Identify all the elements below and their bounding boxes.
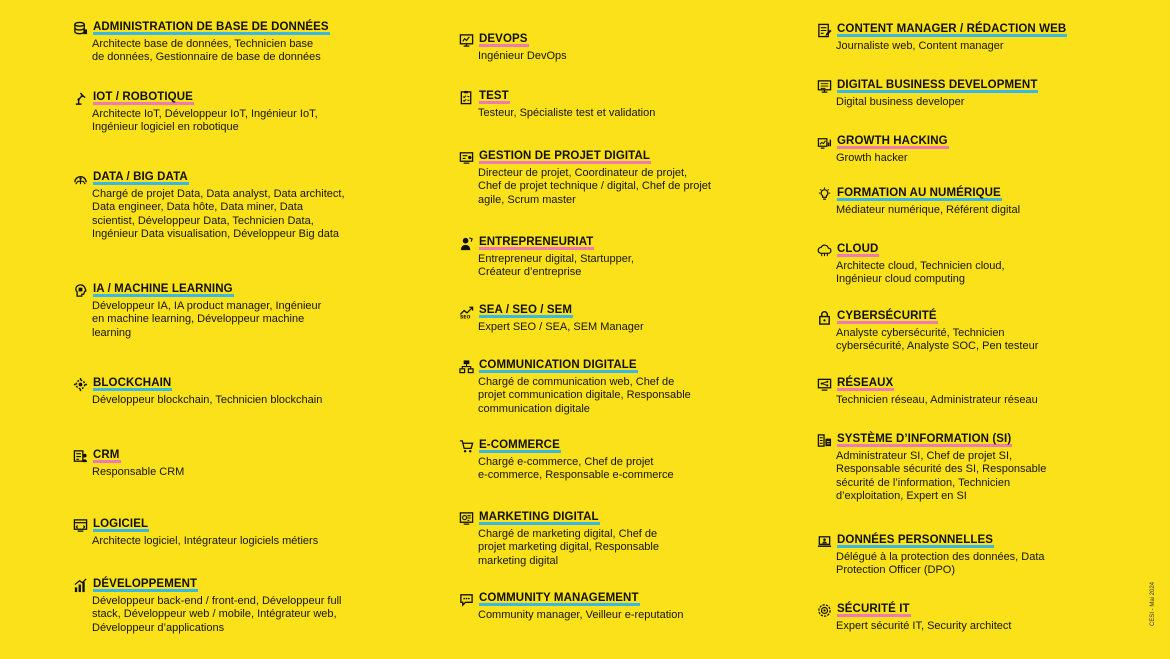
category-jobs: Chargé e-commerce, Chef de projet e-commerce, Responsable e-commerce	[478, 456, 674, 482]
category-title: CLOUD	[837, 243, 879, 255]
category-title: CYBERSÉCURITÉ	[837, 310, 937, 322]
category-crm	[71, 447, 184, 479]
personal-data-laptop-icon	[815, 533, 833, 549]
category-digital-marketing	[457, 509, 659, 568]
category-jobs: Analyste cybersécurité, Technicien cybersécurité, Analyste SOC, Pen testeur	[836, 327, 1039, 353]
category-title: COMMUNITY MANAGEMENT	[479, 592, 639, 604]
category-jobs: Administrateur SI, Chef de projet SI, Responsable sécurité des SI, Responsable sécurité de l’information, Technicien d’exploitation, Expert en SI	[836, 450, 1047, 503]
checklist-icon	[457, 89, 475, 105]
category-personal-data	[815, 532, 1045, 578]
category-digital-project-management	[457, 148, 711, 207]
category-digital-training	[815, 185, 1020, 217]
category-title: FORMATION AU NUMÉRIQUE	[837, 187, 1001, 199]
category-jobs: Chargé de marketing digital, Chef de projet marketing digital, Responsable marketing digital	[478, 528, 659, 567]
category-e-commerce	[457, 437, 674, 483]
database-icon	[71, 20, 89, 36]
category-jobs: Chargé de communication web, Chef de projet communication digitale, Responsable communication digitale	[478, 376, 691, 415]
category-information-system	[815, 431, 1046, 504]
category-title: ENTREPRENEURIAT	[479, 236, 594, 248]
category-sea-seo-sem	[457, 302, 644, 334]
category-title: DONNÉES PERSONNELLES	[837, 534, 993, 546]
marketing-screen-icon	[457, 510, 475, 526]
category-jobs: Journaliste web, Content manager	[836, 40, 1004, 52]
category-database-administration	[71, 19, 330, 65]
category-development	[71, 576, 341, 635]
category-title: DEVOPS	[479, 33, 528, 45]
category-title: SYSTÈME D’INFORMATION (SI)	[837, 433, 1012, 445]
seo-graph-icon	[457, 303, 475, 319]
category-jobs: Architecte IoT, Développeur IoT, Ingénieur IoT, Ingénieur logiciel en robotique	[92, 108, 318, 134]
category-jobs: Growth hacker	[836, 152, 908, 164]
category-title: TEST	[479, 90, 509, 102]
server-system-icon	[815, 432, 833, 448]
category-title: MARKETING DIGITAL	[479, 511, 599, 523]
category-title: GROWTH HACKING	[837, 135, 948, 147]
category-digital-business-development	[815, 77, 1038, 109]
network-screen-icon	[815, 376, 833, 392]
category-jobs: Architecte cloud, Technicien cloud, Ingénieur cloud computing	[836, 260, 1005, 286]
category-jobs: Expert sécurité IT, Security architect	[836, 620, 1012, 632]
category-title: IA / MACHINE LEARNING	[93, 283, 233, 295]
robot-arm-icon	[71, 90, 89, 106]
business-monitor-icon	[815, 78, 833, 94]
growth-chart-icon	[71, 577, 89, 593]
category-jobs: Responsable CRM	[92, 466, 185, 478]
category-content-manager	[815, 21, 1067, 53]
category-it-security	[815, 601, 1011, 633]
category-jobs: Développeur IA, IA product manager, Ingénieur en machine learning, Développeur machine learning	[92, 300, 322, 339]
category-software	[71, 516, 318, 548]
category-title: IOT / ROBOTIQUE	[93, 91, 193, 103]
category-jobs: Digital business developer	[836, 96, 965, 108]
svg-text:SEO: SEO	[459, 315, 470, 319]
category-title: SEA / SEO / SEM	[479, 304, 573, 316]
category-title: CONTENT MANAGER / RÉDACTION WEB	[837, 23, 1067, 35]
category-jobs: Community manager, Veilleur e-reputation	[478, 609, 684, 621]
category-jobs: Chargé de projet Data, Data analyst, Data architect, Data engineer, Data hôte, Data miner, Data scientist, Développeur Data, Technicien Data, Ingénieur Data visualisation, Développeur Big data	[92, 188, 345, 241]
category-growth-hacking	[815, 133, 949, 165]
network-brain-icon	[71, 170, 89, 186]
software-window-icon	[71, 517, 89, 533]
category-devops	[457, 31, 567, 63]
brain-chip-icon	[71, 282, 89, 298]
content-edit-icon	[815, 22, 833, 38]
footer-credit: CESI - Mai 2024	[1150, 581, 1156, 626]
category-test	[457, 88, 655, 120]
category-jobs: Technicien réseau, Administrateur réseau	[836, 394, 1038, 406]
padlock-icon	[815, 309, 833, 325]
chat-bubble-icon	[457, 591, 475, 607]
entrepreneur-person-icon	[457, 235, 475, 251]
category-data-big-data	[71, 169, 345, 242]
category-iot-robotics	[71, 89, 318, 135]
category-cloud	[815, 241, 1005, 287]
category-jobs: Expert SEO / SEA, SEM Manager	[478, 321, 644, 333]
cloud-icon	[815, 242, 833, 258]
category-title: LOGICIEL	[93, 518, 149, 530]
category-jobs: Ingénieur DevOps	[478, 50, 567, 62]
training-lightbulb-icon	[815, 186, 833, 202]
crm-users-icon	[71, 448, 89, 464]
category-blockchain	[71, 375, 322, 407]
category-digital-communication	[457, 357, 691, 416]
category-title: DIGITAL BUSINESS DEVELOPMENT	[837, 79, 1038, 91]
category-title: COMMUNICATION DIGITALE	[479, 359, 637, 371]
category-cybersecurity	[815, 308, 1038, 354]
category-title: CRM	[93, 449, 120, 461]
communication-network-icon	[457, 358, 475, 374]
category-jobs: Délégué à la protection des données, Data Protection Officer (DPO)	[836, 551, 1045, 577]
category-jobs: Médiateur numérique, Référent digital	[836, 204, 1021, 216]
category-jobs: Architecte logiciel, Intégrateur logiciels métiers	[92, 535, 319, 547]
category-ai-machine-learning	[71, 281, 321, 340]
shopping-cart-icon	[457, 438, 475, 454]
category-community-management	[457, 590, 683, 622]
category-jobs: Architecte base de données, Technicien base de données, Gestionnaire de base de données	[92, 38, 321, 64]
category-title: SÉCURITÉ IT	[837, 603, 910, 615]
category-jobs: Directeur de projet, Coordinateur de projet, Chef de projet technique / digital, Chef de projet agile, Scrum master	[478, 167, 711, 206]
category-title: BLOCKCHAIN	[93, 377, 172, 389]
growth-hacking-icon	[815, 134, 833, 150]
project-board-icon	[457, 149, 475, 165]
security-target-icon	[815, 602, 833, 618]
category-jobs: Développeur blockchain, Technicien blockchain	[92, 394, 323, 406]
devops-monitor-icon	[457, 32, 475, 48]
category-title: RÉSEAUX	[837, 377, 894, 389]
category-title: E-COMMERCE	[479, 439, 560, 451]
category-entrepreneurship	[457, 234, 634, 280]
category-networks	[815, 375, 1038, 407]
category-jobs: Entrepreneur digital, Startupper, Créateur d’entreprise	[478, 253, 634, 279]
category-jobs: Développeur back-end / front-end, Développeur full stack, Développeur web / mobile, Intégrateur web, Développeur d’applications	[92, 595, 342, 634]
blockchain-gear-icon	[71, 376, 89, 392]
category-jobs: Testeur, Spécialiste test et validation	[478, 107, 656, 119]
category-title: ADMINISTRATION DE BASE DE DONNÉES	[93, 21, 329, 33]
category-title: GESTION DE PROJET DIGITAL	[479, 150, 650, 162]
category-title: DATA / BIG DATA	[93, 171, 188, 183]
category-title: DÉVELOPPEMENT	[93, 578, 198, 590]
